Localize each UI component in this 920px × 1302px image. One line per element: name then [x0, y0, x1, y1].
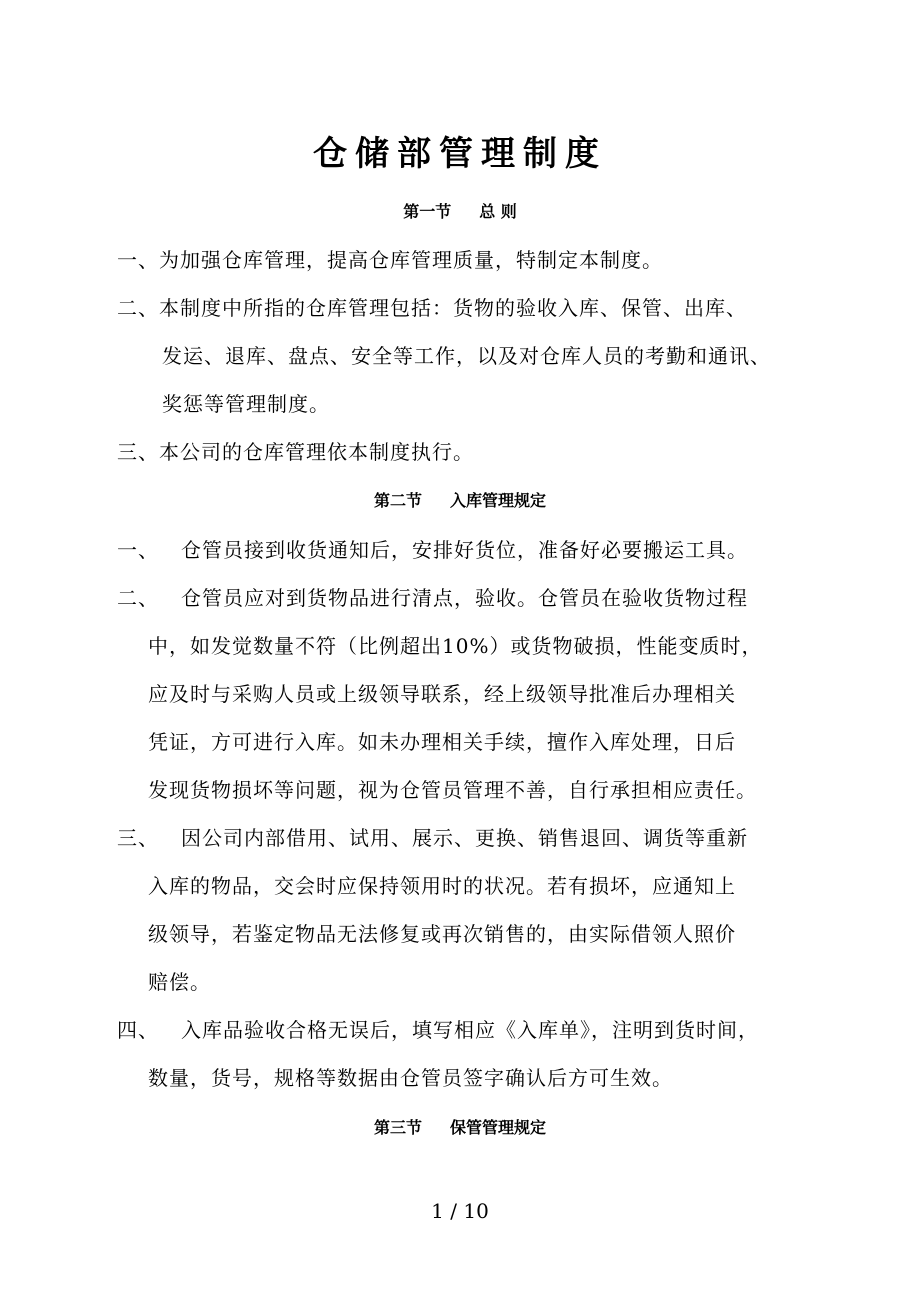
- item-continuation: 赔偿。: [148, 970, 211, 994]
- item-continuation: 中，如发觉数量不符（比例超出10%）或货物破损，性能变质时，: [148, 634, 763, 658]
- section-heading-2: [0, 488, 920, 514]
- item-continuation: 发运、退库、盘点、安全等工作，以及对仓库人员的考勤和通讯、: [162, 344, 771, 368]
- list-item: [117, 583, 748, 613]
- section-heading-3: [0, 1115, 920, 1141]
- list-item: [117, 437, 474, 467]
- list-item: [117, 535, 748, 565]
- list-item: [117, 293, 747, 323]
- item-text: 本公司的仓库管理依本制度执行。: [159, 440, 474, 464]
- item-continuation: 奖惩等管理制度。: [162, 392, 330, 416]
- item-continuation: 发现货物损坏等问题，视为仓管员管理不善，自行承担相应责任。: [148, 778, 757, 802]
- section-number: 第二节: [373, 491, 422, 510]
- section-title: 入库管理规定: [450, 491, 547, 510]
- section-title: 保管管理规定: [450, 1118, 547, 1137]
- item-continuation: 级领导，若鉴定物品无法修复或再次销售的，由实际借领人照价: [148, 922, 736, 946]
- item-text: 因公司内部借用、试用、展示、更换、销售退回、调货等重新: [181, 826, 748, 850]
- item-continuation: 入库的物品，交会时应保持领用时的状况。若有损坏，应通知上: [148, 874, 736, 898]
- item-number: 三、: [117, 826, 159, 850]
- item-text: 仓管员应对到货物品进行清点，验收。仓管员在验收货物过程: [181, 586, 748, 610]
- section-title: 总 则: [479, 202, 517, 221]
- item-text: 入库品验收合格无误后，填写相应《入库单》，注明到货时间，: [181, 1018, 759, 1042]
- item-text: 仓管员接到收货通知后，安排好货位，准备好必要搬运工具。: [181, 538, 748, 562]
- item-text: 本制度中所指的仓库管理包括：货物的验收入库、保管、出库、: [159, 296, 747, 320]
- item-number: 四、: [117, 1018, 159, 1042]
- item-number: 一、: [117, 538, 159, 562]
- item-continuation: 应及时与采购人员或上级领导联系，经上级领导批准后办理相关: [148, 682, 736, 706]
- item-number: 三、: [117, 440, 159, 464]
- item-number: 二、: [117, 296, 159, 320]
- item-number: 一、: [117, 248, 159, 272]
- list-item: [117, 1015, 759, 1045]
- item-text: 为加强仓库管理，提高仓库管理质量，特制定本制度。: [159, 248, 663, 272]
- section-heading-1: [0, 199, 920, 225]
- item-number: 二、: [117, 586, 159, 610]
- document-title: 仓储部管理制度: [313, 134, 607, 174]
- page-number: 1 / 10: [431, 1199, 489, 1223]
- section-number: 第一节: [403, 202, 452, 221]
- list-item: [117, 245, 663, 275]
- item-continuation: 数量，货号，规格等数据由仓管员签字确认后方可生效。: [148, 1066, 673, 1090]
- list-item: [117, 823, 748, 853]
- item-continuation: 凭证，方可进行入库。如未办理相关手续，擅作入库处理，日后: [148, 730, 736, 754]
- section-number: 第三节: [373, 1118, 422, 1137]
